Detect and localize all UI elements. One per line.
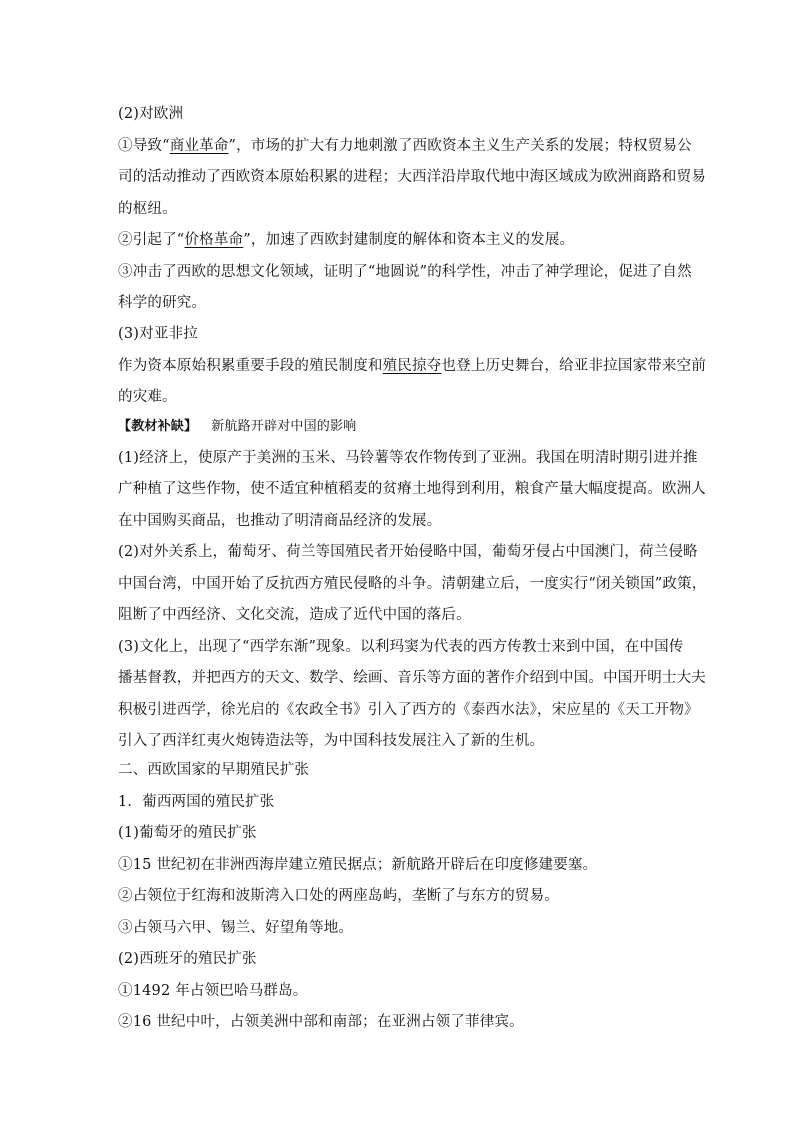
supplement-heading [118,411,678,443]
europe-point-1-line-3: 的枢纽。 [118,200,177,217]
supplement-p1-line-2: 广种植了这些作物，使不适宜种植稻麦的贫瘠土地得到利用，粮食产量大幅度提高。欧洲人 [118,481,706,497]
supplement-p3-line-3: 积极引进西学，徐光启的《农政全书》引入了西方的《泰西水法》，宋应星的《天工开物》 [118,701,699,718]
supplement-p1-line-1: (1)经济上，使原产于美洲的玉米、马铃薯等农作物传到了亚洲。我国在明清时期引进并推 [118,449,698,466]
heading-afro-asia-latam: (3)对亚非拉 [118,326,198,342]
heading-portugal: (1)葡萄牙的殖民扩张 [118,825,257,841]
text-run: ①导致“ [118,137,170,154]
europe-point-1-line-2: 司的活动推动了西欧资本原始积累的进程；大西洋沿岸取代地中海区域成为欧洲商路和贸易 [118,169,706,185]
heading-europe: (2)对欧洲 [118,106,184,122]
afro-line-2: 的灾难。 [118,389,177,405]
supplement-p3-line-1: (3)文化上，出现了“西学东渐”现象。以利玛窦为代表的西方传教士来到中国，在中国传 [118,638,684,655]
section-afro-asia-latam [118,319,707,414]
supplement-p2-line-2: 中国台湾，中国开始了反抗西方殖民侵略的斗争。清朝建立后，一度实行“闭关锁国”政策， [118,575,707,592]
text-run: 也登上历史舞台，给亚非拉国家带来空前 [441,357,707,374]
europe-point-2 [118,225,678,257]
supplement-p1-line-3: 在中国购买商品，也推动了明清商品经济的发展。 [118,512,442,529]
term-price-revolution: 价格革命 [184,232,244,248]
portugal-point-3: ③占领马六甲、锡兰、好望角等地。 [118,919,354,936]
section-early-colonial-expansion [118,755,678,1039]
europe-point-3-line-1: ③冲击了西欧的思想文化领域，证明了“地圆说”的科学性，冲击了神学理论，促进了自然 [118,263,692,280]
afro-line-1 [118,351,707,383]
subheading-1: 1．葡西两国的殖民扩张 [118,793,275,810]
section-europe [118,99,706,320]
term-commercial-revolution: 商业革命 [169,137,229,154]
text-run: 作为资本原始积累重要手段的殖民制度和 [118,357,383,374]
europe-point-3-line-2: 科学的研究。 [118,295,207,311]
spain-point-2: ②16 世纪中叶，占领美洲中部和南部；在亚洲占领了菲律宾。 [118,1014,524,1030]
supplement-p2-line-1: (2)对外关系上，葡萄牙、荷兰等国殖民者开始侵略中国，葡萄牙侵占中国澳门，荷兰侵略 [118,544,698,560]
heading-spain: (2)西班牙的殖民扩张 [118,951,257,967]
text-run: ”，加速了西欧封建制度的解体和资本主义的发展。 [243,232,575,248]
text-run: ②引起了“ [118,232,185,248]
portugal-point-2: ②占领位于红海和波斯湾入口处的两座岛屿，垄断了与东方的贸易。 [118,888,559,904]
supplement-p3-line-2: 播基督教，并把西方的天文、数学、绘画、音乐等方面的著作介绍到中国。中国开明士大夫 [118,670,706,686]
supplement-tag: 【教材补缺】 [118,419,198,434]
heading-section-two: 二、西欧国家的早期殖民扩张 [118,762,310,778]
portugal-point-1: ①15 世纪初在非洲西海岸建立殖民据点；新航路开辟后在印度修建要塞。 [118,856,598,873]
supplement-p3-line-4: 引入了西洋红夷火炮铸造法等，为中国科技发展注入了新的生机。 [118,733,545,749]
supplement-title: 新航路开辟对中国的影响 [211,419,357,434]
europe-point-1-line-1 [118,131,692,163]
section-supplement [118,411,707,758]
spain-point-1: ①1492 年占领巴哈马群岛。 [118,982,308,999]
term-colonial-plunder: 殖民掠夺 [382,357,442,374]
supplement-p2-line-3: 阻断了中西经济、文化交流，造成了近代中国的落后。 [118,607,471,623]
text-run: ”，市场的扩大有力地刺激了西欧资本主义生产关系的发展；特权贸易公 [228,137,692,154]
